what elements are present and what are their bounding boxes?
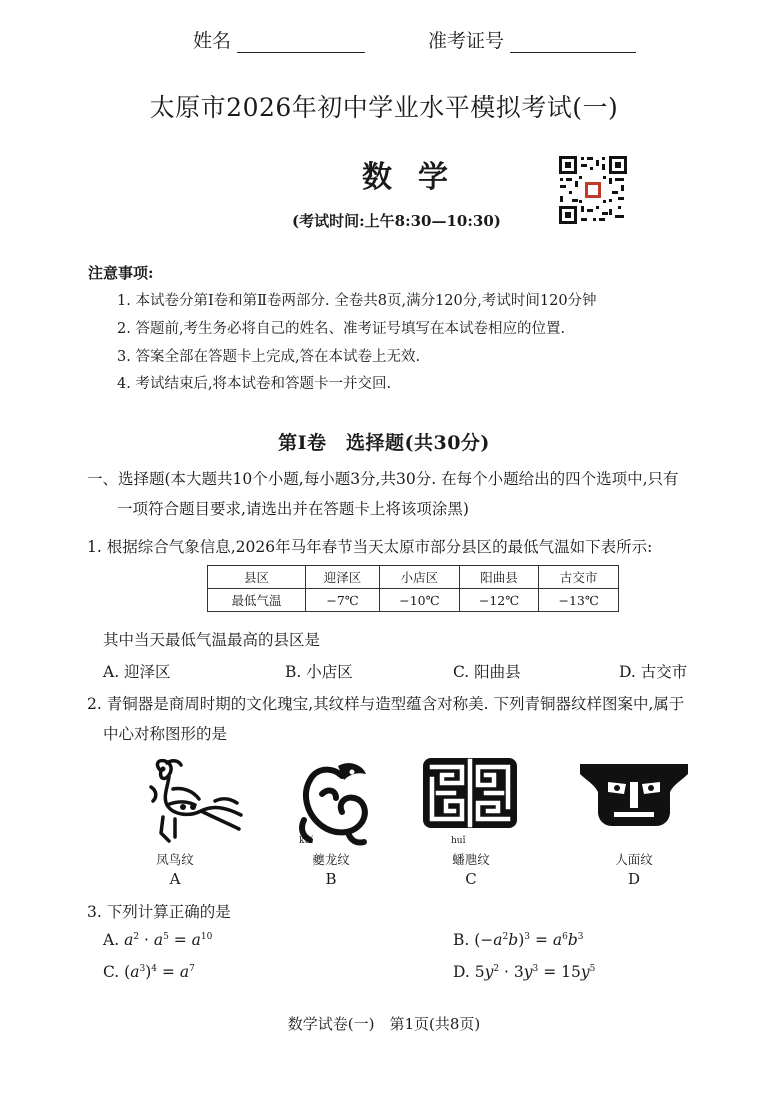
note-item: 3. 答案全部在答题卡上完成,答在本试卷上无效. — [117, 349, 421, 365]
q3-stem: 3. 下列计算正确的是 — [87, 903, 231, 921]
q3-option-c: C. $(a^3)^4 = a^7$ — [103, 963, 195, 981]
q2-stem-cont: 中心对称图形的是 — [103, 725, 228, 743]
phoenix-pattern-icon — [143, 757, 245, 845]
figure-letter-a: A — [169, 870, 181, 888]
q1-option-a: A. 迎泽区 — [103, 663, 171, 681]
q3-option-d: D. $5y^2 \cdot 3y^3 = 15y^5$ — [453, 963, 596, 981]
id-blank — [510, 52, 636, 53]
section-title: 第Ⅰ卷 选择题(共30分) — [278, 432, 490, 454]
qr-code-icon — [558, 155, 628, 225]
pinyin-hui: huǐ — [451, 836, 466, 846]
q3-option-a: A. $a^2 \cdot a^5 = a^{10}$ — [103, 931, 213, 949]
name-label: 姓名 — [193, 30, 232, 52]
q1-option-b: B. 小店区 — [285, 663, 353, 681]
subject-title: 数学 — [362, 160, 474, 195]
figure-letter-d: D — [627, 870, 641, 888]
table-cell: −10℃ — [380, 589, 460, 612]
table-cell: 古交市 — [539, 566, 619, 589]
table-cell: 小店区 — [380, 566, 460, 589]
q3-option-b-label: B. — [453, 931, 470, 949]
table-cell: 县区 — [208, 566, 306, 589]
table-row — [208, 566, 619, 589]
figure-caption-c: 蟠虺纹 — [452, 852, 490, 867]
table-cell: −7℃ — [306, 589, 380, 612]
table-cell: 迎泽区 — [306, 566, 380, 589]
table-row — [208, 589, 619, 612]
figure-caption-a: 凤鸟纹 — [156, 852, 194, 867]
notes-heading: 注意事项: — [88, 264, 154, 282]
note-item: 2. 答题前,考生务必将自己的姓名、准考证号填写在本试卷相应的位置. — [117, 321, 566, 337]
table-cell: 最低气温 — [208, 589, 306, 612]
id-label: 准考证号 — [428, 30, 505, 52]
q1-option-d: D. 古交市 — [619, 663, 688, 681]
figure-letter-b: B — [325, 870, 337, 888]
q1-stem: 1. 根据综合气象信息,2026年马年春节当天太原市部分县区的最低气温如下表所示: — [87, 538, 653, 556]
table-cell: −13℃ — [539, 589, 619, 612]
human-face-pattern-icon — [578, 760, 690, 830]
kui-dragon-pattern-icon — [292, 760, 374, 848]
part-one-intro-cont: 一项符合题目要求,请选出并在答题卡上将该项涂黑) — [117, 500, 469, 518]
q1-question: 其中当天最低气温最高的县区是 — [103, 631, 321, 649]
coiled-serpent-pattern-icon — [422, 757, 518, 829]
q3-option-a-label: A. — [103, 931, 120, 949]
id-field — [428, 26, 636, 53]
pinyin-kui: kuí — [299, 836, 314, 846]
part-one-intro: 一、选择题(本大题共10个小题,每小题3分,共30分. 在每个小题给出的四个选项中,只有 — [87, 470, 679, 488]
temperature-table — [207, 565, 619, 612]
q2-stem: 2. 青铜器是商周时期的文化瑰宝,其纹样与造型蕴含对称美. 下列青铜器纹样图案中,属于 — [87, 695, 685, 713]
note-item: 1. 本试卷分第Ⅰ卷和第Ⅱ卷两部分. 全卷共8页,满分120分,考试时间120分钟 — [117, 293, 597, 309]
q3-option-d-label: D. — [453, 963, 470, 981]
figure-caption-b: 夔龙纹 — [312, 852, 350, 867]
table-cell: 阳曲县 — [459, 566, 539, 589]
page-footer: 数学试卷(一) 第1页(共8页) — [287, 1015, 481, 1033]
exam-time: (考试时间:上午8:30—10:30) — [292, 212, 501, 230]
note-item: 4. 考试结束后,将本试卷和答题卡一并交回. — [117, 376, 392, 392]
figure-caption-d: 人面纹 — [615, 852, 653, 867]
name-blank — [237, 52, 365, 53]
q3-option-c-label: C. — [103, 963, 120, 981]
name-field — [193, 26, 365, 53]
q3-option-b: B. $(-a^2b)^3 = a^6b^3$ — [453, 931, 584, 949]
figure-letter-c: C — [465, 870, 477, 888]
exam-title: 太原市2026年初中学业水平模拟考试(一) — [149, 93, 619, 122]
table-cell: −12℃ — [459, 589, 539, 612]
q1-option-c: C. 阳曲县 — [453, 663, 521, 681]
